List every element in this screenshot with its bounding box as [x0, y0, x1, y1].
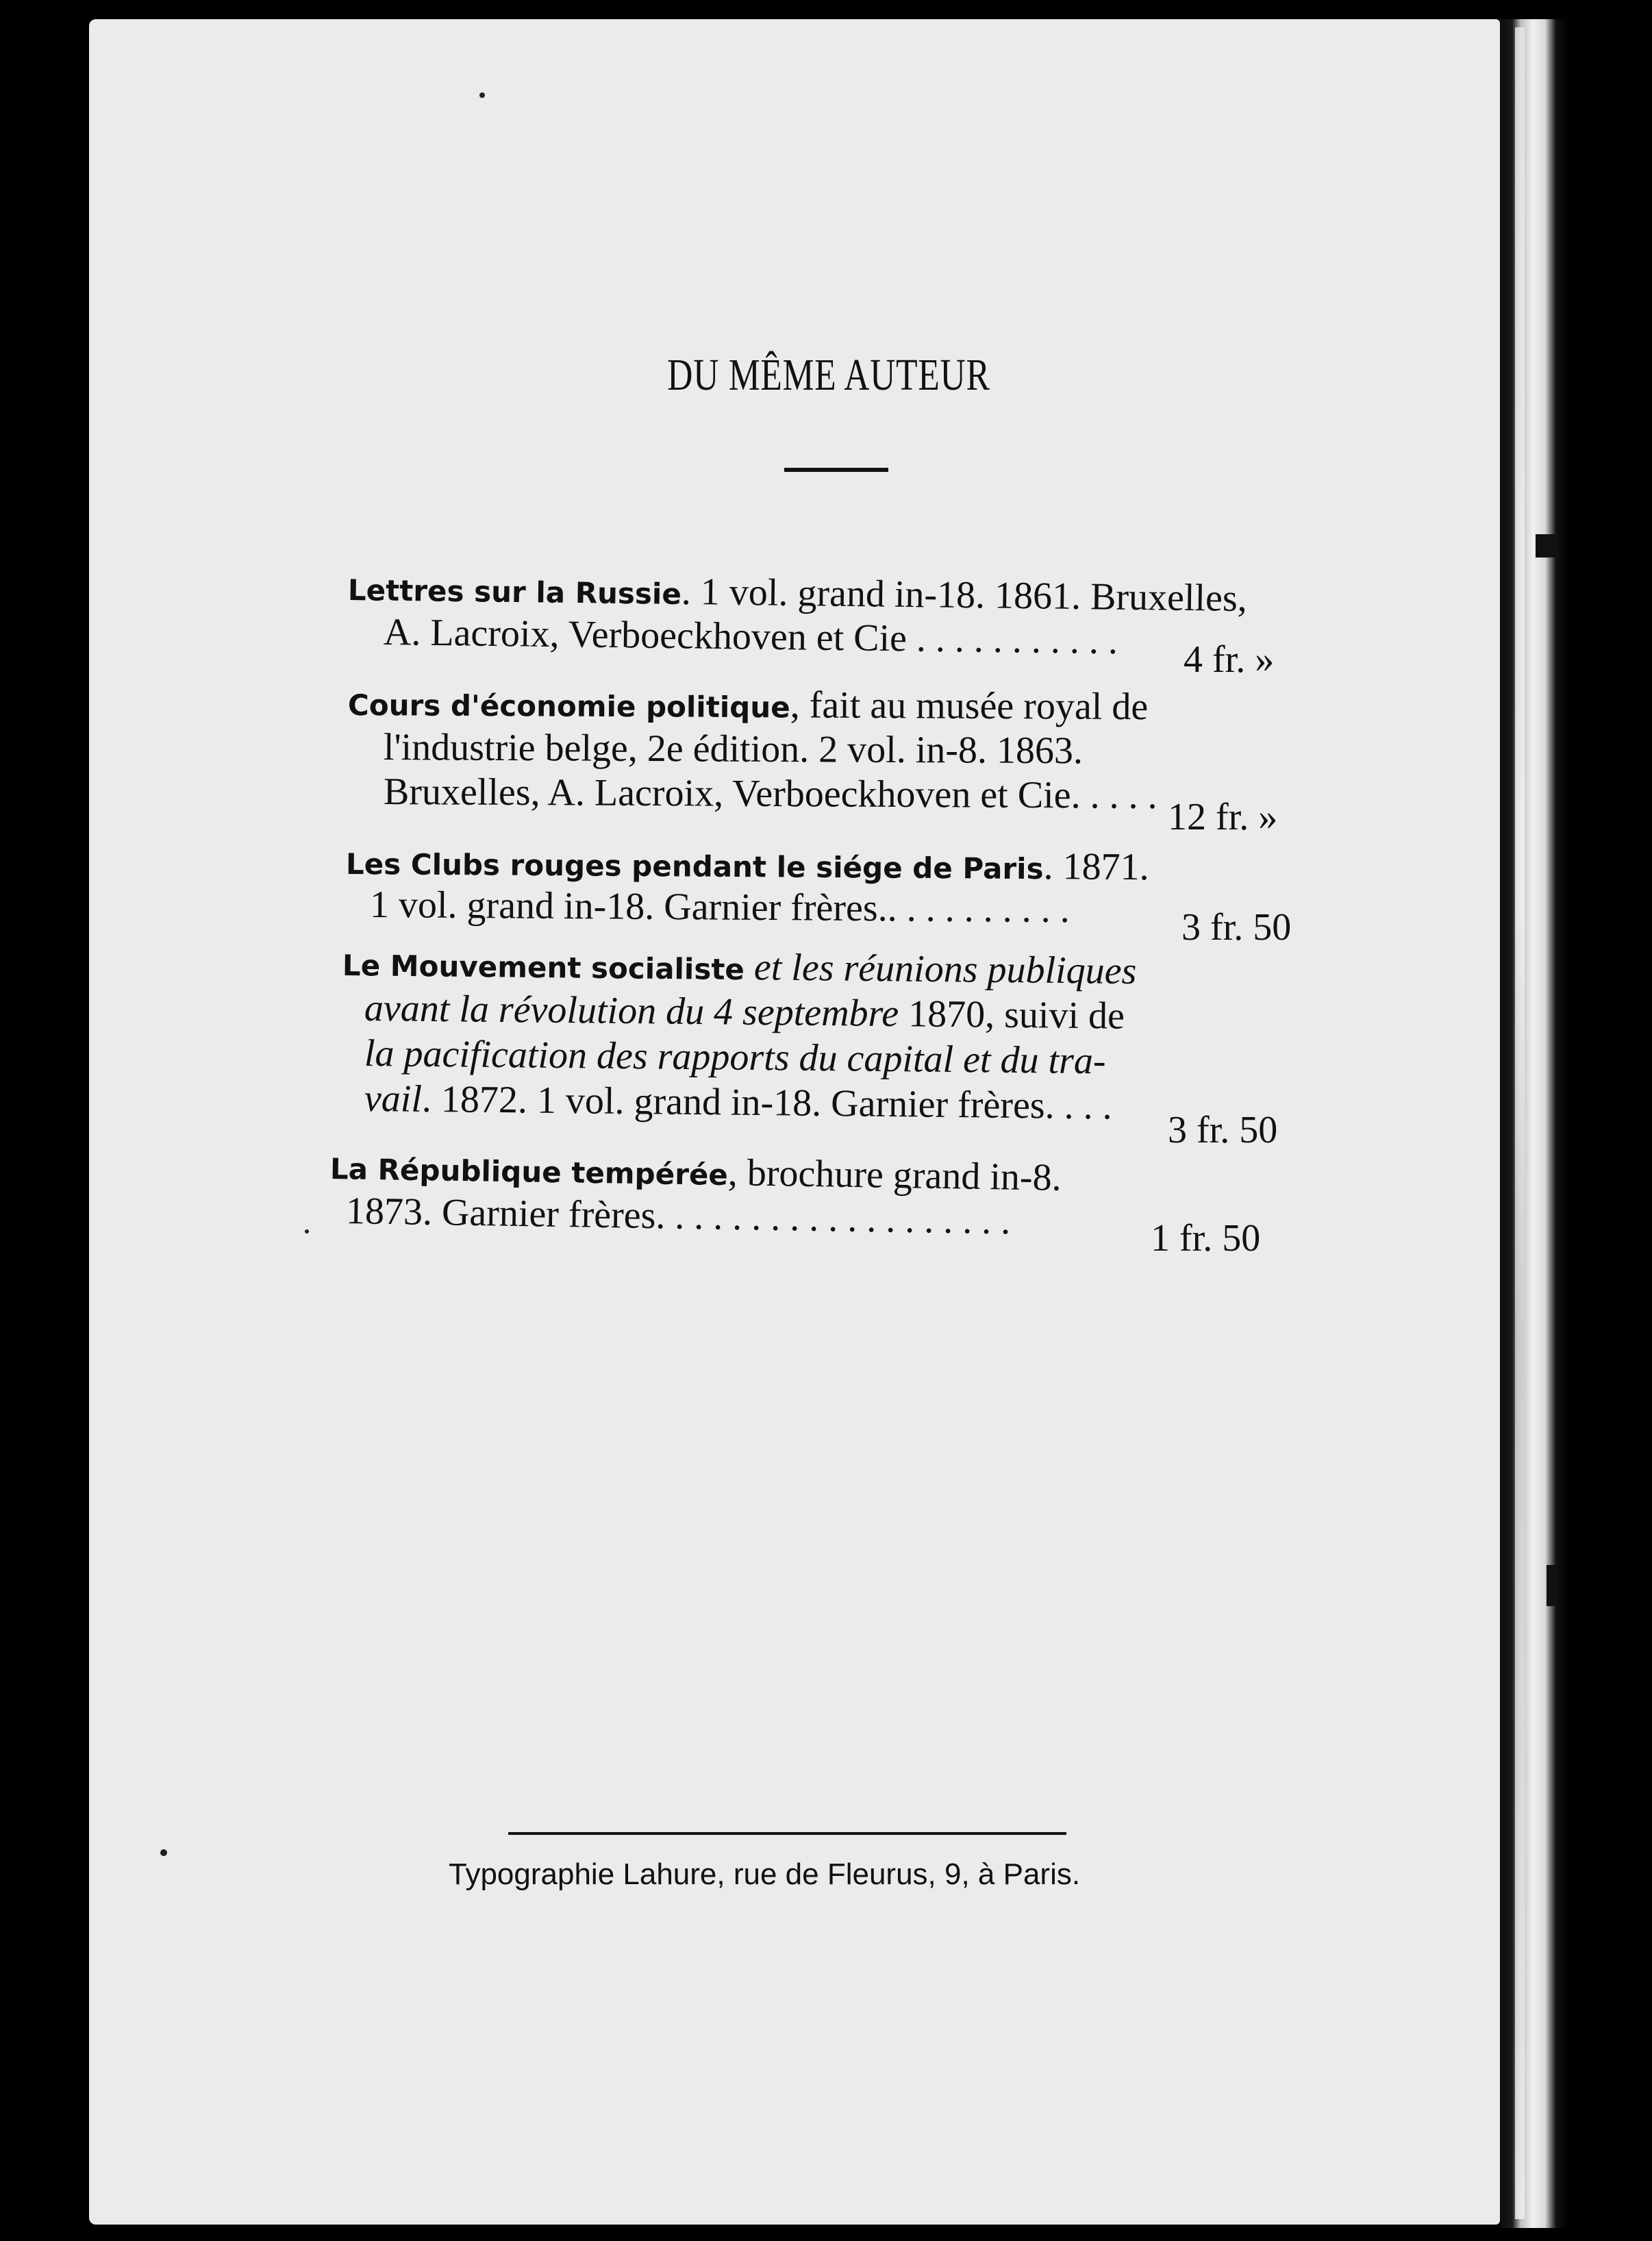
entry-text: la pacification des rapports du capital et du tra-	[364, 1032, 1106, 1083]
entry-text: 1 vol. grand in-18. Garnier frères.. . . . . . . . . .	[369, 884, 1070, 931]
page-speck	[160, 1849, 167, 1856]
page-edge-shadow	[1500, 19, 1568, 2228]
entry-line	[370, 886, 1070, 929]
entry-title: Cours d'économie politique	[347, 688, 790, 725]
entry-line	[345, 842, 1149, 889]
entry-line	[345, 1190, 1011, 1243]
entry-text: A. Lacroix, Verboeckhoven et Cie . . . . . . . . . . .	[383, 611, 1118, 663]
entry-line	[364, 1032, 1106, 1083]
footer-rule	[508, 1832, 1066, 1835]
page-speck	[479, 92, 485, 98]
entry-text: 1870, suivi de	[898, 992, 1125, 1038]
entry-price: 3 fr. 50	[1181, 906, 1292, 949]
entry-line	[384, 773, 1157, 815]
entry-price: 4 fr. »	[1184, 638, 1275, 681]
entry-title: La République tempérée	[329, 1152, 729, 1192]
entry-text: . 1872. 1 vol. grand in-18. Garnier frères. . . .	[421, 1077, 1112, 1128]
entry-title: Le Mouvement socialiste	[342, 949, 745, 987]
entry-text: , fait au musée royal de	[790, 684, 1149, 729]
entry-line	[364, 1077, 1112, 1128]
entry-text: . 1871.	[1043, 845, 1149, 889]
entry-title: Lettres sur la Russie	[347, 573, 682, 611]
page-edge-strip	[1515, 27, 1525, 2219]
entry-text: avant la révolution du 4 septembre	[364, 987, 899, 1036]
entry-line	[383, 611, 1118, 663]
entry-text: 1873. Garnier frères. . . . . . . . . . . . . . . . . . .	[345, 1190, 1011, 1243]
entry-price: 12 fr. »	[1168, 796, 1278, 838]
entry-text: vail	[364, 1077, 423, 1120]
entry-price: 1 fr. 50	[1151, 1217, 1261, 1260]
entry-text: , brochure grand in-8.	[727, 1151, 1062, 1199]
binding-mark	[1536, 534, 1559, 558]
entry-text: Bruxelles, A. Lacroix, Verboeckhoven et Cie. . . . .	[383, 771, 1157, 817]
printer-imprint: Typographie Lahure, rue de Fleurus, 9, à Paris.	[449, 1857, 1081, 1891]
entry-text: et les réunions publiques	[744, 946, 1137, 993]
entry-line	[383, 726, 1084, 773]
binding-mark	[1547, 1565, 1556, 1606]
entry-price: 3 fr. 50	[1168, 1109, 1278, 1151]
entry-text: . 1 vol. grand in-18. 1861. Bruxelles,	[681, 570, 1248, 621]
entry-title: Les Clubs rouges pendant le siége de Paris	[345, 847, 1044, 886]
page-speck	[305, 1229, 309, 1234]
entry-line	[347, 684, 1149, 729]
title-rule	[784, 468, 888, 472]
page-title: DU MÊME AUTEUR	[667, 350, 990, 400]
entry-line	[364, 989, 1125, 1036]
entry-text: l'industrie belge, 2e édition. 2 vol. in-8. 1863.	[383, 726, 1084, 773]
